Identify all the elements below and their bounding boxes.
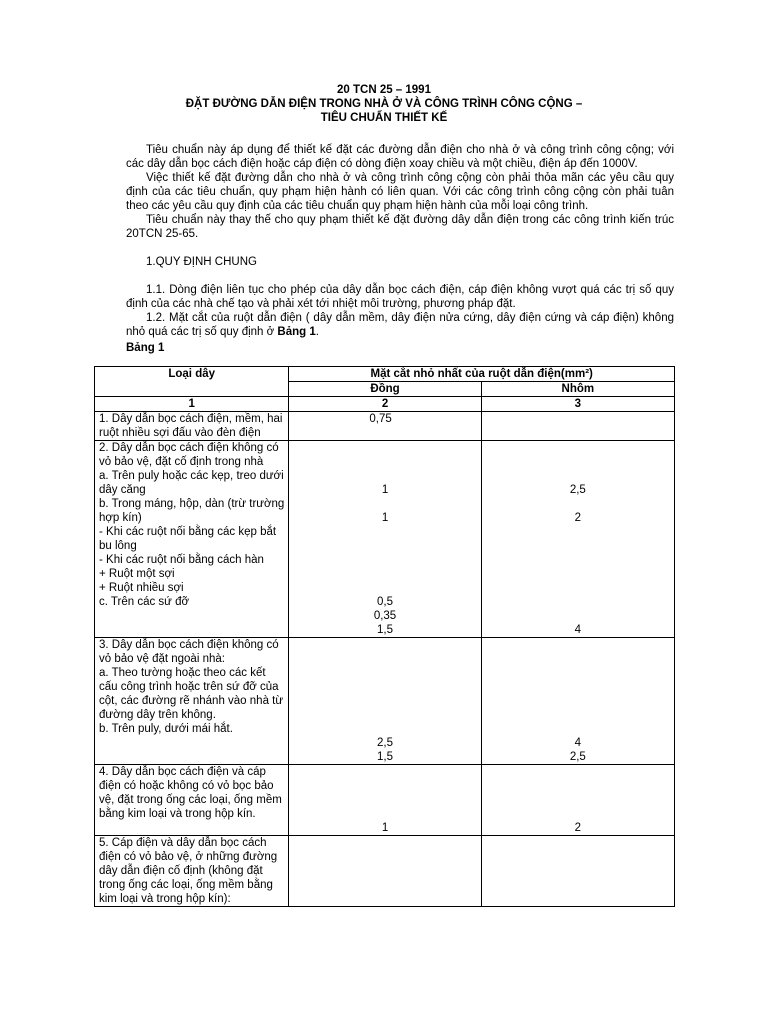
table-row (95, 836, 675, 907)
intro-paragraph-2: Việc thiết kế đặt đường dẫn cho nhà ở và công trình công cộng còn phải thỏa mãn các yêu cầu quy định của các tiêu chuẩn, quy phạm hiện hành có liên quan. Với các công trình công cộng còn phải tuân theo các yêu cầu quy định của các tiêu chuẩn quy phạm hiện hành của mỗi loại công trình. (126, 172, 674, 212)
table-row (95, 638, 675, 765)
intro-paragraph-1: Tiêu chuẩn này áp dụng để thiết kế đặt các đường dẫn điện cho nhà ở và công trình công cộng; với các dây dẫn bọc cách điện hoặc cáp điện có dòng điện xoay chiều và một chiều, điện áp đến 1000V. (126, 144, 674, 170)
table-row (95, 412, 675, 441)
row-description: 2. Dây dẫn bọc cách điện không có vỏ bảo vệ, đặt cố định trong nhà a. Trên puly hoặc các kẹp, treo dưới dây căng b. Trong máng, hộp, dàn (trừ trường hợp kín) - Khi các ruột nối bằng các kẹp bắt bu lông - Khi các ruột nối bằng cách hàn + Ruột một sợi + Ruột nhiều sợi c. Trên các sứ đỡ (95, 441, 289, 638)
row-copper-value: 1 (289, 765, 481, 836)
section-heading (126, 255, 674, 269)
row-copper-value (289, 836, 481, 907)
section-heading-text: 1.QUY ĐỊNH CHUNG (146, 256, 257, 268)
column-number: 3 (481, 397, 674, 412)
table-header-row (95, 367, 675, 382)
column-number: 2 (289, 397, 481, 412)
header-copper: Đồng (289, 382, 481, 397)
row-aluminum-value: 2,5 2 4 (481, 441, 674, 638)
table-label: Bảng 1 (126, 342, 165, 354)
clause-block (126, 283, 674, 339)
column-number: 1 (95, 397, 289, 412)
row-aluminum-value (481, 412, 674, 441)
row-description: 4. Dây dẫn bọc cách điện và cáp điện có hoặc không có vỏ bọc bảo vệ, đặt trong ống các loại, ống mềm bằng kim loại và trong hộp kín. (95, 765, 289, 836)
row-description: 3. Dây dẫn bọc cách điện không có vỏ bảo vệ đặt ngoài nhà: a. Theo tường hoặc theo các kết cấu công trình hoặc trên sứ đỡ của cột, các đường rẽ nhánh vào nhà từ đường dây trên không. b. Trên puly, dưới mái hắt. (95, 638, 289, 765)
row-description: 5. Cáp điện và dây dẫn bọc cách điện có vỏ bảo vệ, ở những đường dây dẫn điện cố định (không đặt trong ống các loại, ống mềm bằng kim loại và trong hộp kín): (95, 836, 289, 907)
row-aluminum-value: 2 (481, 765, 674, 836)
header-wire-type: Loại dây (95, 367, 289, 397)
clause-1-2-end: . (315, 326, 319, 338)
document-title-line-2: TIÊU CHUẨN THIẾT KẾ (320, 112, 448, 124)
row-description: 1. Dây dẫn bọc cách điện, mềm, hai ruột nhiều sợi đấu vào đèn điện (95, 412, 289, 441)
column-number-row (95, 397, 675, 412)
row-copper-value: 0,75 (289, 412, 481, 441)
clause-1-1: 1.1. Dòng điện liên tục cho phép của dây dẫn bọc cách điện, cáp điện không vượt quá các trị số quy định của các nhà chế tạo và phải xét tới nhiệt môi trường, phương pháp đặt. (126, 284, 674, 310)
row-copper-value: 1 1 0,5 0,35 1,5 (289, 441, 481, 638)
header-aluminum: Nhôm (481, 382, 674, 397)
clause-1-2 (126, 311, 674, 339)
table-row (95, 765, 675, 836)
row-aluminum-value (481, 836, 674, 907)
intro-paragraph-3: Tiêu chuẩn này thay thế cho quy phạm thiết kế đặt đường dây dẫn điện trong các công trình kiến trúc 20TCN 25-65. (126, 214, 674, 240)
table-row (95, 441, 675, 638)
row-copper-value: 2,5 1,5 (289, 638, 481, 765)
intro-block (126, 143, 674, 241)
document-title-line-1: ĐẶT ĐƯỜNG DẪN ĐIỆN TRONG NHÀ Ở VÀ CÔNG TRÌNH CÔNG CỘNG – (185, 98, 583, 110)
clause-1-2-text: 1.2. Mặt cắt của ruột dẫn điện ( dây dẫn mềm, dây điện nửa cứng, dây điện cứng và cáp điện) không nhỏ quá các trị số quy định ở (126, 312, 674, 338)
standard-code: 20 TCN 25 – 1991 (337, 84, 431, 96)
wire-section-table (94, 366, 675, 907)
row-aluminum-value: 4 2,5 (481, 638, 674, 765)
header-min-section: Mặt cắt nhỏ nhất của ruột dẫn điện(mm²) (289, 367, 675, 382)
table-reference: Bảng 1 (277, 326, 316, 338)
